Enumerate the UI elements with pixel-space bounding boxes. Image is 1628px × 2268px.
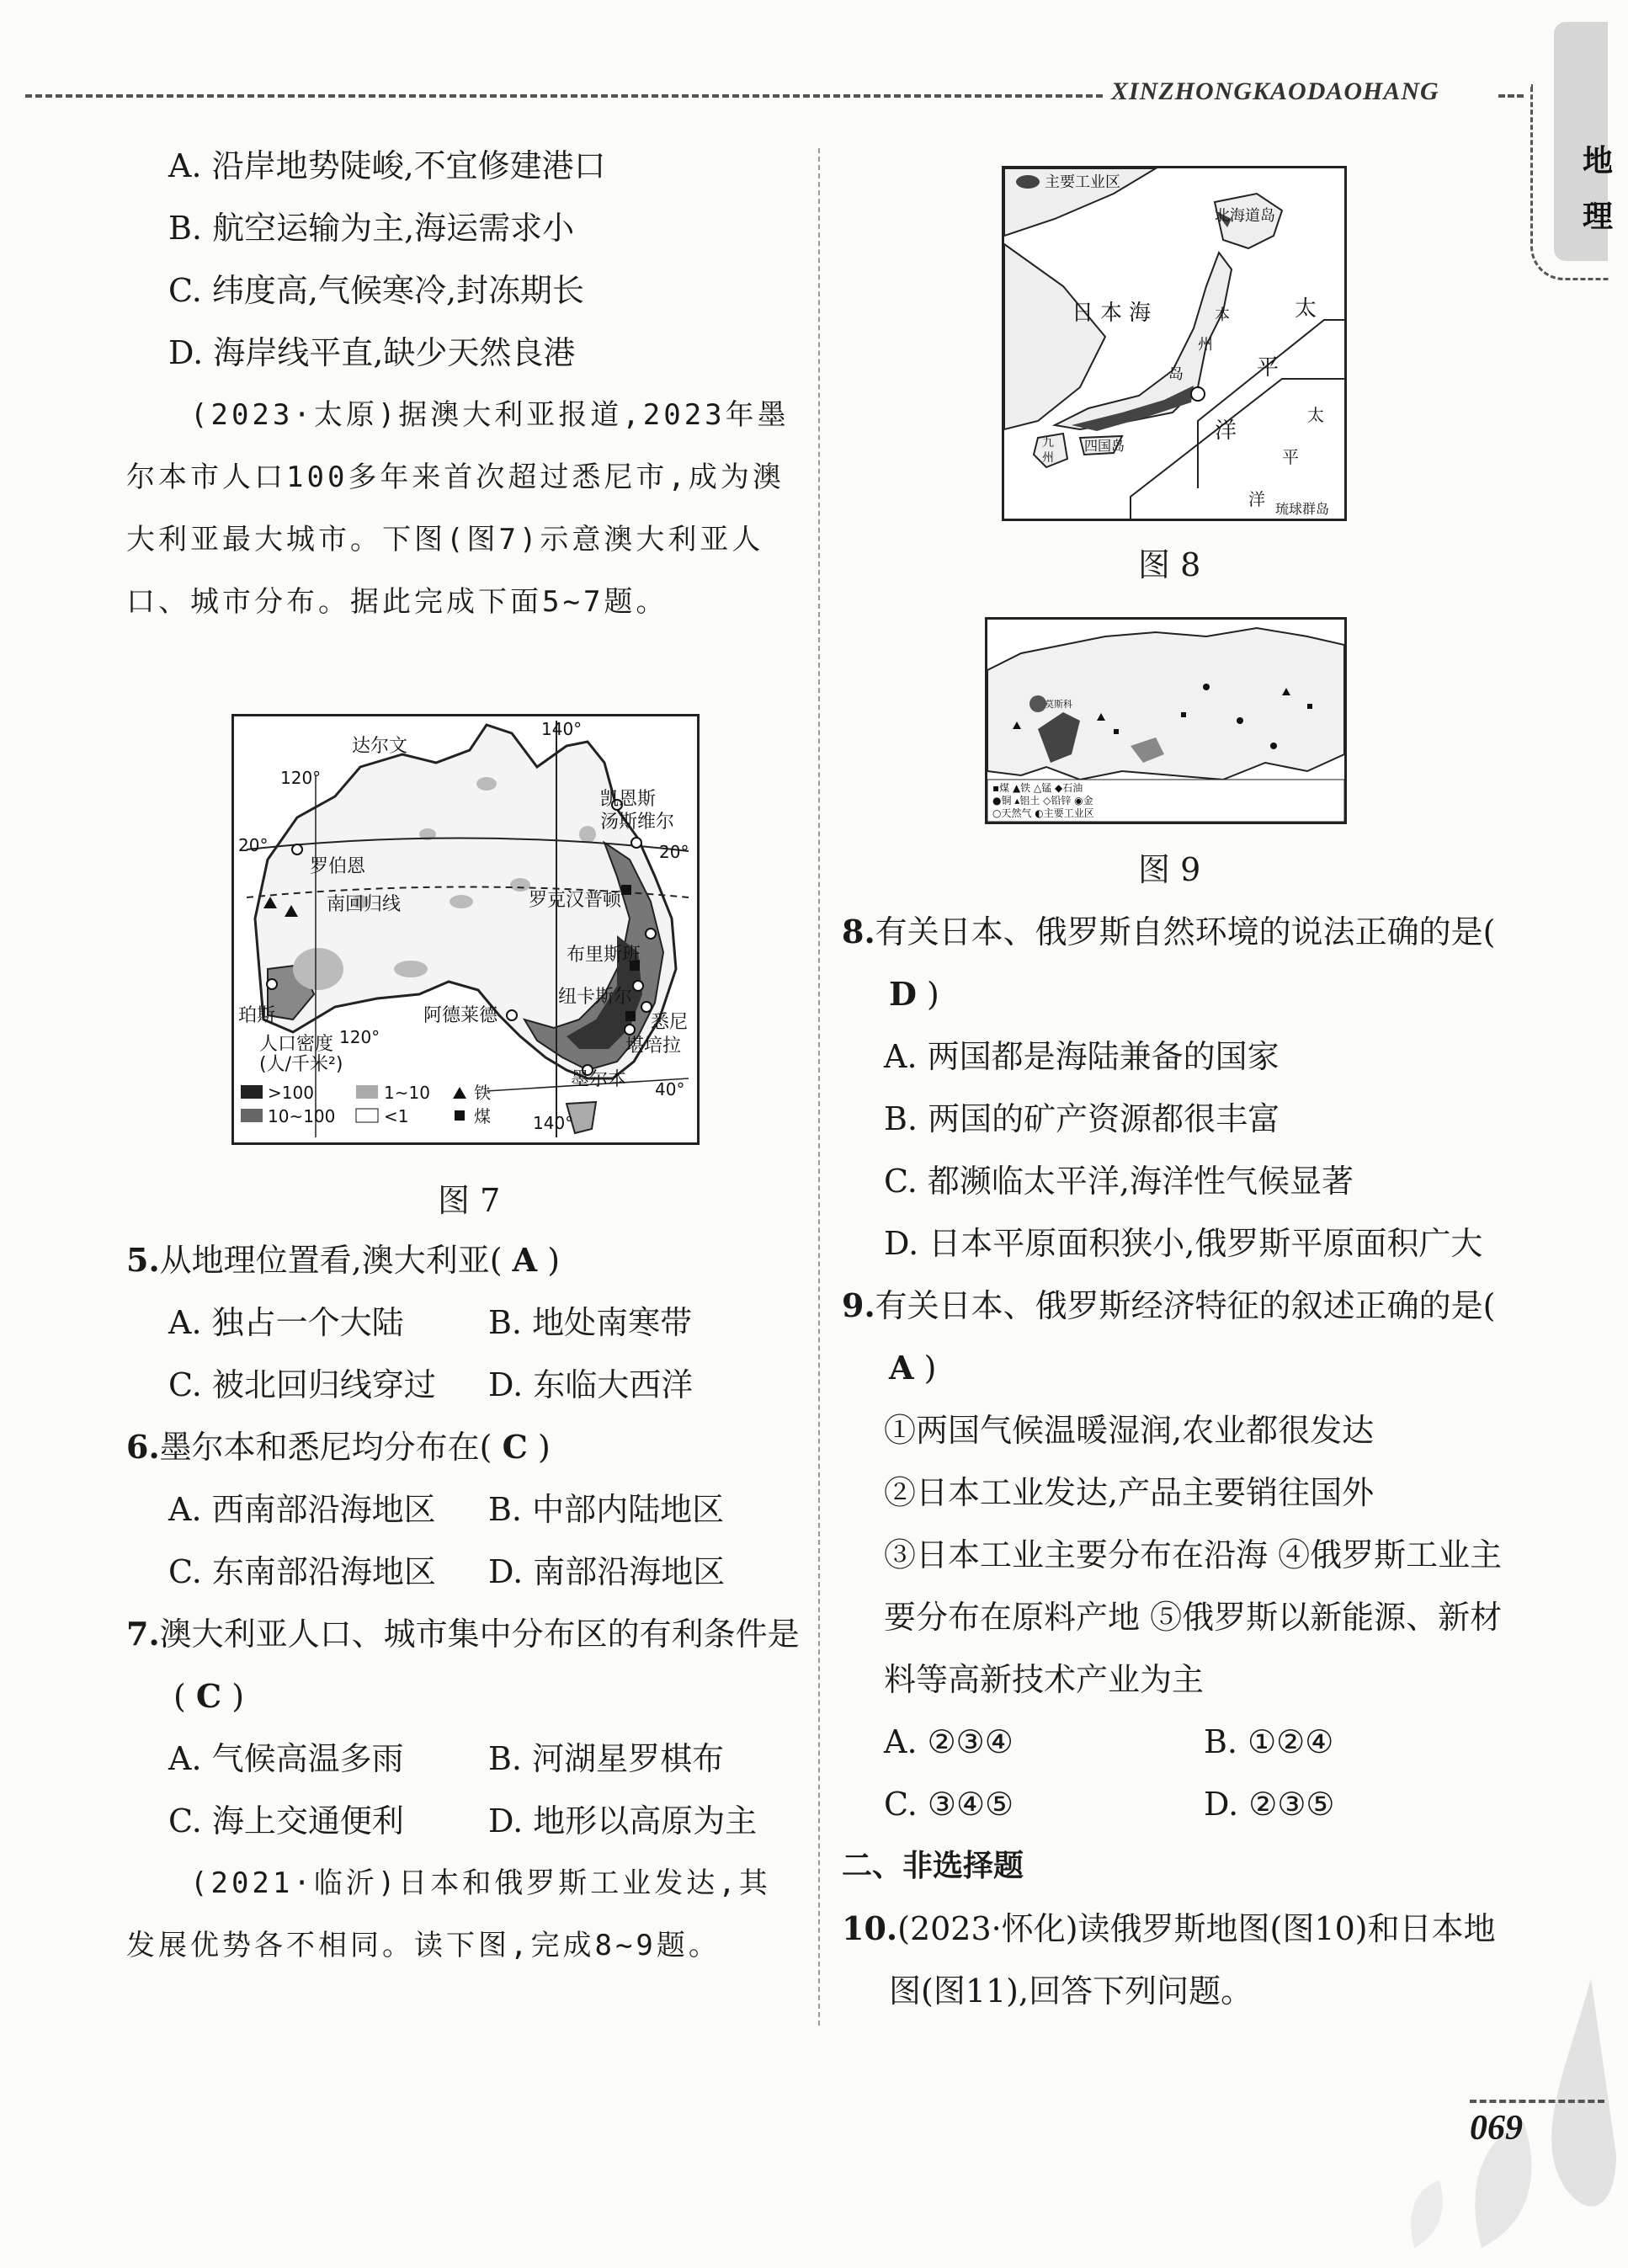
label-honshu-2: 州 [1198,336,1213,354]
q9-options-row1: A. ②③④ B. ①②④ [884,1723,1334,1760]
fig9-legend-3: ○天然气 ◐主要工业区 [992,807,1094,819]
legend-10-100: 10~100 [268,1106,336,1126]
q4-option-a: A. 沿岸地势陡峻,不宜修建港口 [168,147,606,184]
label-pacific-6: 洋 [1248,489,1265,509]
label-120-top: 120° [280,768,322,788]
legend-title: 人口密度 [259,1034,334,1055]
fig8-caption: 图 8 [1138,546,1201,583]
right-questions [842,901,1515,2022]
label-canberra: 堪培拉 [625,1036,682,1057]
label-kyushu-1: 九 [1042,436,1054,450]
label-darwin: 达尔文 [352,736,408,757]
label-shikoku: 四国岛 [1084,438,1125,454]
q8-stem: 8.有关日本、俄罗斯自然环境的说法正确的是( D ) [842,913,1496,1013]
label-rockhampton: 罗克汉普顿 [529,890,622,911]
label-pacific-4: 太 [1307,405,1324,425]
page-number: 069 [1470,2109,1523,2148]
section-non-choice: 二、非选择题 [842,1849,1024,1883]
label-ryukyu: 琉球群岛 [1275,501,1330,517]
fig7-caption: 图 7 [438,1182,501,1219]
q5-options-row1: A. 独占一个大陆 B. 地处南寒带 [168,1304,693,1341]
label-brisbane: 布里斯班 [567,945,641,966]
legend-coal: 煤 [474,1106,491,1126]
q4-option-c: C. 纬度高,气候寒冷,封冻期长 [168,272,585,309]
q7-stem: 7.澳大利亚人口、城市集中分布区的有利条件是( C ) [126,1615,800,1715]
decorative-drops [1313,1970,1616,2256]
label-tropic: 南回归线 [327,894,402,915]
q6-stem: 6.墨尔本和悉尼均分布在( C ) [126,1428,551,1466]
q10-stem: 10.(2023·怀化)读俄罗斯地图(图10)和日本地图(图11),回答下列问题。 [842,1909,1496,2010]
q6-options-row2: C. 东南部沿海地区 D. 南部沿海地区 [168,1553,726,1590]
q5-stem: 5.从地理位置看,澳大利亚( A ) [126,1241,561,1279]
footer-rule [1470,2100,1604,2103]
label-melbourne: 墨尔本 [571,1069,627,1090]
label-port-hedland: 罗伯恩 [310,856,366,877]
q9-statement-1: ①两国气候温暖湿润,农业都很发达 [884,1412,1375,1449]
column-divider [818,148,820,2026]
label-pacific-2: 平 [1257,355,1280,381]
q9-options-row2: C. ③④⑤ D. ②③⑤ [884,1786,1335,1823]
q4-option-d: D. 海岸线平直,缺少天然良港 [168,334,576,371]
q4-option-b: B. 航空运输为主,海运需求小 [168,210,575,247]
label-hokkaido: 北海道岛 [1215,207,1275,225]
fig9-caption: 图 9 [1138,851,1201,888]
q9-statement-3: ③日本工业主要分布在沿海 ④俄罗斯工业主要分布在原料产地 ⑤俄罗斯以新能源、新材料等高新技术产业为主 [884,1536,1503,1698]
q5-options-row2: C. 被北回归线穿过 D. 东临大西洋 [168,1366,694,1403]
label-newcastle: 纽卡斯尔 [558,987,633,1008]
label-120-bottom: 120° [339,1027,380,1047]
q9-stem: 9.有关日本、俄罗斯经济特征的叙述正确的是( A ) [842,1286,1496,1387]
label-pacific-5: 平 [1282,447,1299,467]
intro-5-7: (2023·太原)据澳大利亚报道,2023年墨尔本市人口100多年来首次超过悉尼市,成为澳大利亚最大城市。下图(图7)示意澳大利亚人口、城市分布。据此完成下面5~7题。 [126,398,790,619]
label-townsville: 汤斯维尔 [600,812,675,833]
q7-options-row2: C. 海上交通便利 D. 地形以高原为主 [168,1802,758,1839]
q8-option-c: C. 都濒临太平洋,海洋性气候显著 [884,1163,1354,1200]
fig7-australia-map [231,714,700,1145]
fig8-japan-map [1002,166,1347,521]
q8-option-b: B. 两国的矿产资源都很丰富 [884,1100,1280,1137]
label-pacific-1: 太 [1295,296,1317,322]
label-sydney: 悉尼 [651,1012,689,1033]
label-40: 40° [655,1079,685,1099]
fig8-legend: 主要工业区 [1045,173,1120,191]
label-perth: 珀斯 [238,1005,276,1026]
q9-statement-2: ②日本工业发达,产品主要销往国外 [884,1474,1375,1511]
fig9-russia-map [985,617,1347,824]
header-title: XINZHONGKAODAOHANG [1111,77,1439,105]
fig9-legend-2: ●铜 ▴铝土 ◇铅锌 ◉金 [992,795,1093,807]
label-honshu-1: 本 [1215,306,1230,324]
q8-option-d: D. 日本平原面积狭小,俄罗斯平原面积广大 [884,1225,1483,1262]
label-140-top: 140° [541,719,583,739]
label-adelaide: 阿德莱德 [423,1005,498,1026]
legend-1-10: 1~10 [384,1083,430,1103]
subject-tab-label: 地 理 [1583,143,1614,234]
label-kyushu-2: 州 [1042,451,1054,465]
legend-under1: <1 [384,1106,409,1126]
label-japan-sea: 日本海 [1072,301,1158,326]
label-20-right: 20° [659,842,689,862]
header-rule [25,94,1103,98]
left-column [126,135,800,633]
header-rule-right [1498,94,1524,98]
q6-options-row1: A. 西南部沿海地区 B. 中部内陆地区 [168,1491,725,1528]
label-moscow: 莫斯科 [1045,699,1072,710]
label-pacific-3: 洋 [1215,418,1237,444]
fig9-legend-1: ▪煤 ▲铁 △锰 ◆石油 [992,782,1083,794]
left-questions [126,1229,800,1977]
label-cairns: 凯恩斯 [600,789,657,810]
label-honshu-3: 岛 [1168,365,1184,383]
legend-unit: (人/千米²) [259,1054,343,1075]
q7-options-row1: A. 气候高温多雨 B. 河湖星罗棋布 [168,1740,725,1777]
label-140-bottom: 140° [533,1113,574,1133]
label-20-left: 20° [238,835,269,855]
legend-iron: 铁 [474,1083,491,1103]
q8-option-a: A. 两国都是海陆兼备的国家 [884,1038,1280,1075]
intro-8-9: (2021·临沂)日本和俄罗斯工业发达,其发展优势各不相同。读下图,完成8~9题。 [126,1866,771,1962]
legend-over100: >100 [268,1083,314,1103]
